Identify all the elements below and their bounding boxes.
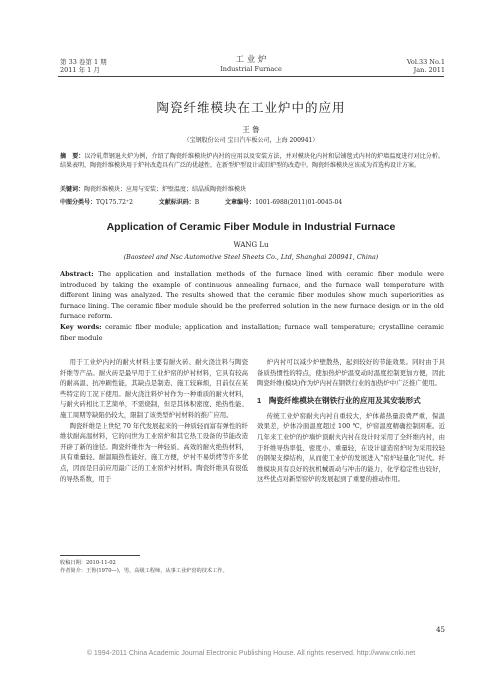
footnote-author: 作者简介：王鲁(1970—)，男，高级工程师，从事工业炉窑的技术工作。 <box>60 568 228 575</box>
footnote-rule <box>60 555 140 556</box>
right-paragraph-1: 炉内衬可以减少炉壁散热，起到较好的节能效果。同时由于具备质热惯性的特点，使加热炉炉温变动时温度控制更加方便，因此陶瓷纤维(模块)作为炉内衬在钢铁行业的加热炉中广泛推广使用。 <box>257 358 445 388</box>
keywords-en <box>60 322 444 343</box>
author-cn: 王 鲁 <box>242 125 260 134</box>
abstract-cn-text: 以冷轧带钢退火炉为例，介绍了陶瓷纤维模块炉内衬的应用以及安装方法，并对模块化内衬和层铺毯式内衬的炉墙温度进行对比分析。结果表明，陶瓷纤维模块用于炉衬改造具有广泛的优越性，在新型炉型设计或旧炉型的改造中，陶瓷纤维模块应该成为首选构设计方案。 <box>60 153 444 169</box>
keywords-en-text: ceramic fiber module; application and installation; furnace wall temperature; crystalline ceramic fiber module <box>60 323 444 342</box>
keywords-cn-label: 关键词： <box>60 186 85 193</box>
affiliation-cn: （宝钢股份公司 宝日汽车板公司，上海 200941） <box>183 137 319 144</box>
clc-value: TQ175.72⁺2 <box>96 199 133 206</box>
header-right <box>380 58 445 74</box>
left-paragraph-2: 陶瓷纤维是上世纪 70 年代发展起来的一种质轻而富有弹性的纤维状耐高温材料，它的问世为工业窑炉和其它热工设备的节能改造开辟了新的途径。陶瓷纤维作为一种轻质、高效的耐火绝热材料，具有重量轻、耐温隔热性能好、施工方便，炉衬不易烘烤等许多优点，因而是目前应用最广泛的工业窑炉衬材料。陶瓷纤维具有很低的导热系数，用于 <box>60 421 248 483</box>
header-center <box>200 55 302 73</box>
keywords-en-label: Key words: <box>60 323 102 331</box>
right-column <box>257 357 445 485</box>
doc-code-label: 文献标识码： <box>158 199 195 206</box>
abstract-en-label: Abstract: <box>60 270 94 278</box>
classification-line <box>60 199 444 208</box>
section-heading-1: 1 陶瓷纤维模块在钢铁行业的应用及其安装形式 <box>257 395 421 405</box>
clc-label: 中图分类号： <box>60 199 97 206</box>
right-paragraph-2: 传统工业炉窑耐火内衬自重较大，炉体蓄热量浪费严重，保温效果差，炉体冷面温度超过 100 ℃，炉窑温度精确控制困难。近几年来工业炉的炉墙炉顶耐火内衬在设计时采用了全纤维内衬，由于纤维导热率低、密度小、重量轻，在设计建造窑炉时为采用较轻的钢架支撑结构，从而使工业炉的发展进入“窑炉轻量化”时代。纤维模块具有良好的抗机械震动与冲击的能力，化学稳定性也较好，这些优点对新型窑炉的发展起到了重要的推动作用。 <box>257 411 445 484</box>
affiliation-en: (Baosteel and Nsc Automotive Steel Sheets Co., Ltd, Shanghai 200941, China) <box>123 253 379 261</box>
abstract-en <box>60 269 444 322</box>
year-month: 2011 年 1 月 <box>60 66 100 74</box>
article-no-value: 1001-6988(2011)01-0045-04 <box>255 199 343 206</box>
footnotes <box>60 559 248 576</box>
copyright-footer: © 1994-2011 China Academic Journal Electronic Publishing House. All rights reserved. http://www.cnki.net <box>86 650 416 657</box>
abstract-en-text: The application and installation methods of the furnace lined with ceramic fiber module were introduced by taking the example of continuous annealing furnace, and the furnace wall temperature with different lining was analyzed. The results showed that the ceramic fiber modules show much superiorities as furnace lining. The ceramic fiber module should be the preferred solution in the new furnace design or in the old furnace reform. <box>60 270 444 321</box>
abstract-cn-label: 摘 要： <box>60 153 85 160</box>
volume-issue: 第 33 卷第 1 期 <box>60 58 107 66</box>
author-en: WANG Lu <box>233 241 269 249</box>
article-no-label: 文章编号： <box>225 199 256 206</box>
keywords-cn-text: 陶瓷纤维模块；应用与安装；炉壁温度；结晶质陶瓷纤维模块 <box>84 186 247 193</box>
date-en: Jan. 2011 <box>413 66 445 74</box>
journal-cn: 工 业 炉 <box>235 55 267 65</box>
abstract-cn <box>60 153 444 171</box>
header-rule <box>58 76 444 77</box>
vol-en: Vol.33 No.1 <box>406 58 445 66</box>
left-column <box>60 357 248 484</box>
title-cn: 陶瓷纤维模块在工业炉中的应用 <box>156 100 346 115</box>
page-number: 45 <box>436 626 445 634</box>
left-paragraph-1: 用于工业炉内衬的耐火材料主要有耐火砖、耐火浇注料与陶瓷纤维等产品。耐火砖是最早用于工业炉窑的炉衬材料，它具有较高的耐高温、抗冲刷性能，其缺点是制造、施工较麻烦，目前仅在某些特定的工况下使用。耐火浇注料炉衬作为一种重质的耐火材料，与耐火砖相比工艺简单，不需烧制，但是其体积密度、绝热性能、施工周期等缺陷仍较大，限制了该类型炉衬材料的推广应用。 <box>60 358 248 419</box>
journal-en: Industrial Furnace <box>220 65 282 73</box>
keywords-cn <box>60 186 444 195</box>
doc-code-value: B <box>194 199 200 206</box>
header-left <box>60 58 140 74</box>
footnote-received: 收稿日期：2010-11-02 <box>60 560 116 566</box>
title-en: Application of Ceramic Fiber Module in Industrial Furnace <box>106 221 396 233</box>
